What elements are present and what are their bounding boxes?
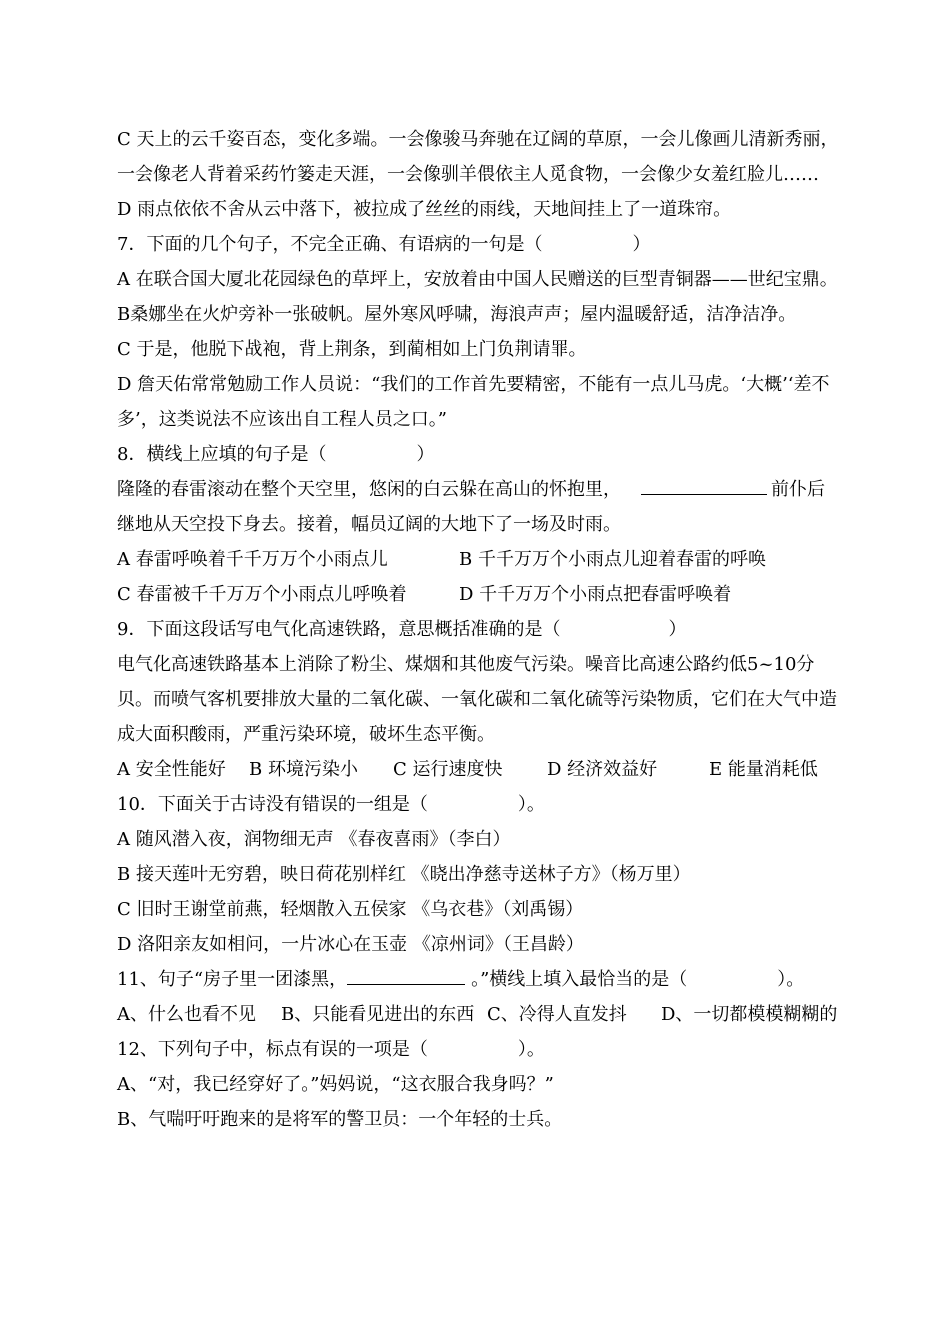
q10-option-a: A 随风潜入夜，润物细无声 《春夜喜雨》（李白） xyxy=(117,829,511,850)
q8-options-row2 xyxy=(117,577,857,612)
q6-option-d: D 雨点依依不舍从云中落下，被拉成了丝丝的雨线，天地间挂上了一道珠帘。 xyxy=(117,199,732,220)
q11-answer-blank[interactable] xyxy=(347,966,465,985)
q11-option-d: D、一切都模模糊糊的 xyxy=(661,1004,838,1025)
q11-option-b: B、只能看见进出的东西 xyxy=(281,1004,475,1025)
q9-stem: 9．下面这段话写电气化高速铁路，意思概括准确的是（ ） xyxy=(117,619,687,640)
q9-option-b: B 环境污染小 xyxy=(249,759,358,780)
q7-option-a: A 在联合国大厦北花园绿色的草坪上，安放着由中国人民赠送的巨型青铜器——世纪宝鼎。 xyxy=(117,269,838,290)
q9-option-d: D 经济效益好 xyxy=(547,759,658,780)
q8-option-d: D 千千万万个小雨点把春雷呼唤着 xyxy=(459,584,732,605)
q10-option-d: D 洛阳亲友如相问，一片冰心在玉壶 《凉州词》（王昌龄） xyxy=(117,934,584,955)
q12-option-a: A、“对，我已经穿好了。”妈妈说，“这衣服合我身吗？” xyxy=(117,1074,554,1095)
q8-passage-before: 隆隆的春雷滚动在整个天空里，悠闲的白云躲在高山的怀抱里， xyxy=(117,479,621,500)
q8-answer-blank[interactable] xyxy=(641,476,767,495)
q8-option-a: A 春雷呼唤着千千万万个小雨点儿 xyxy=(117,549,388,570)
q9-option-e: E 能量消耗低 xyxy=(709,759,818,780)
q8-passage-line2: 继地从天空投下身去。接着，幅员辽阔的大地下了一场及时雨。 xyxy=(117,514,621,535)
q7-stem: 7．下面的几个句子，不完全正确、有语病的一句是（ ） xyxy=(117,234,651,255)
q10-option-c: C 旧时王谢堂前燕，轻烟散入五侯家 《乌衣巷》（刘禹锡） xyxy=(117,899,584,920)
q8-options-row1 xyxy=(117,542,857,577)
q11-stem-before: 11、句子“房子里一团漆黑， xyxy=(117,969,348,990)
q11-option-a: A、什么也看不见 xyxy=(117,1004,256,1025)
q8-option-c: C 春雷被千千万万个小雨点儿呼唤着 xyxy=(117,584,407,605)
q11-stem-after: 。”横线上填入最恰当的是（ ）。 xyxy=(471,969,805,990)
q12-option-b: B、气喘吁吁跑来的是将军的警卫员：一个年轻的士兵。 xyxy=(117,1109,563,1130)
q10-option-b: B 接天莲叶无穷碧，映日荷花别样红 《晓出净慈寺送林子方》（杨万里） xyxy=(117,864,691,885)
q9-option-a: A 安全性能好 xyxy=(117,759,226,780)
q8-passage-after: 前仆后 xyxy=(771,479,825,500)
q8-stem: 8．横线上应填的句子是（ ） xyxy=(117,444,435,465)
q7-option-c: C 于是，他脱下战袍，背上荆条，到蔺相如上门负荆请罪。 xyxy=(117,339,587,360)
exam-page xyxy=(117,122,857,1137)
q9-passage: 电气化高速铁路基本上消除了粉尘、煤烟和其他废气污染。噪音比高速公路约低5~10分贝。而喷气客机要排放大量的二氧化碳、一氧化碳和二氧化硫等污染物质，它们在大气中造成大面积酸雨，严重污染环境，破坏生态平衡。 xyxy=(117,654,837,745)
q6-option-c: C 天上的云千姿百态，变化多端。一会像骏马奔驰在辽阔的草原，一会儿像画儿清新秀丽，一会像老人背着采药竹篓走天涯，一会像驯羊偎依主人觅食物，一会像少女羞红脸儿…… xyxy=(117,129,839,185)
q12-stem: 12、下列句子中，标点有误的一项是（ ）。 xyxy=(117,1039,545,1060)
q9-option-c: C 运行速度快 xyxy=(393,759,503,780)
q7-option-b: B桑娜坐在火炉旁补一张破帆。屋外寒风呼啸，海浪声声；屋内温暖舒适，洁净洁净。 xyxy=(117,304,797,325)
q8-option-b: B 千千万万个小雨点儿迎着春雷的呼唤 xyxy=(459,549,766,570)
q9-options-row xyxy=(117,752,857,787)
q7-option-d: D 詹天佑常常勉励工作人员说：“我们的工作首先要精密，不能有一点儿马虎。‘大概’‘差不多’，这类说法不应该出自工程人员之口。” xyxy=(117,374,830,430)
q11-options-row xyxy=(117,997,857,1032)
q11-stem xyxy=(117,962,857,997)
q11-option-c: C、冷得人直发抖 xyxy=(487,1004,627,1025)
q8-passage-line1 xyxy=(117,472,857,507)
q10-stem: 10．下面关于古诗没有错误的一组是（ ）。 xyxy=(117,794,545,815)
